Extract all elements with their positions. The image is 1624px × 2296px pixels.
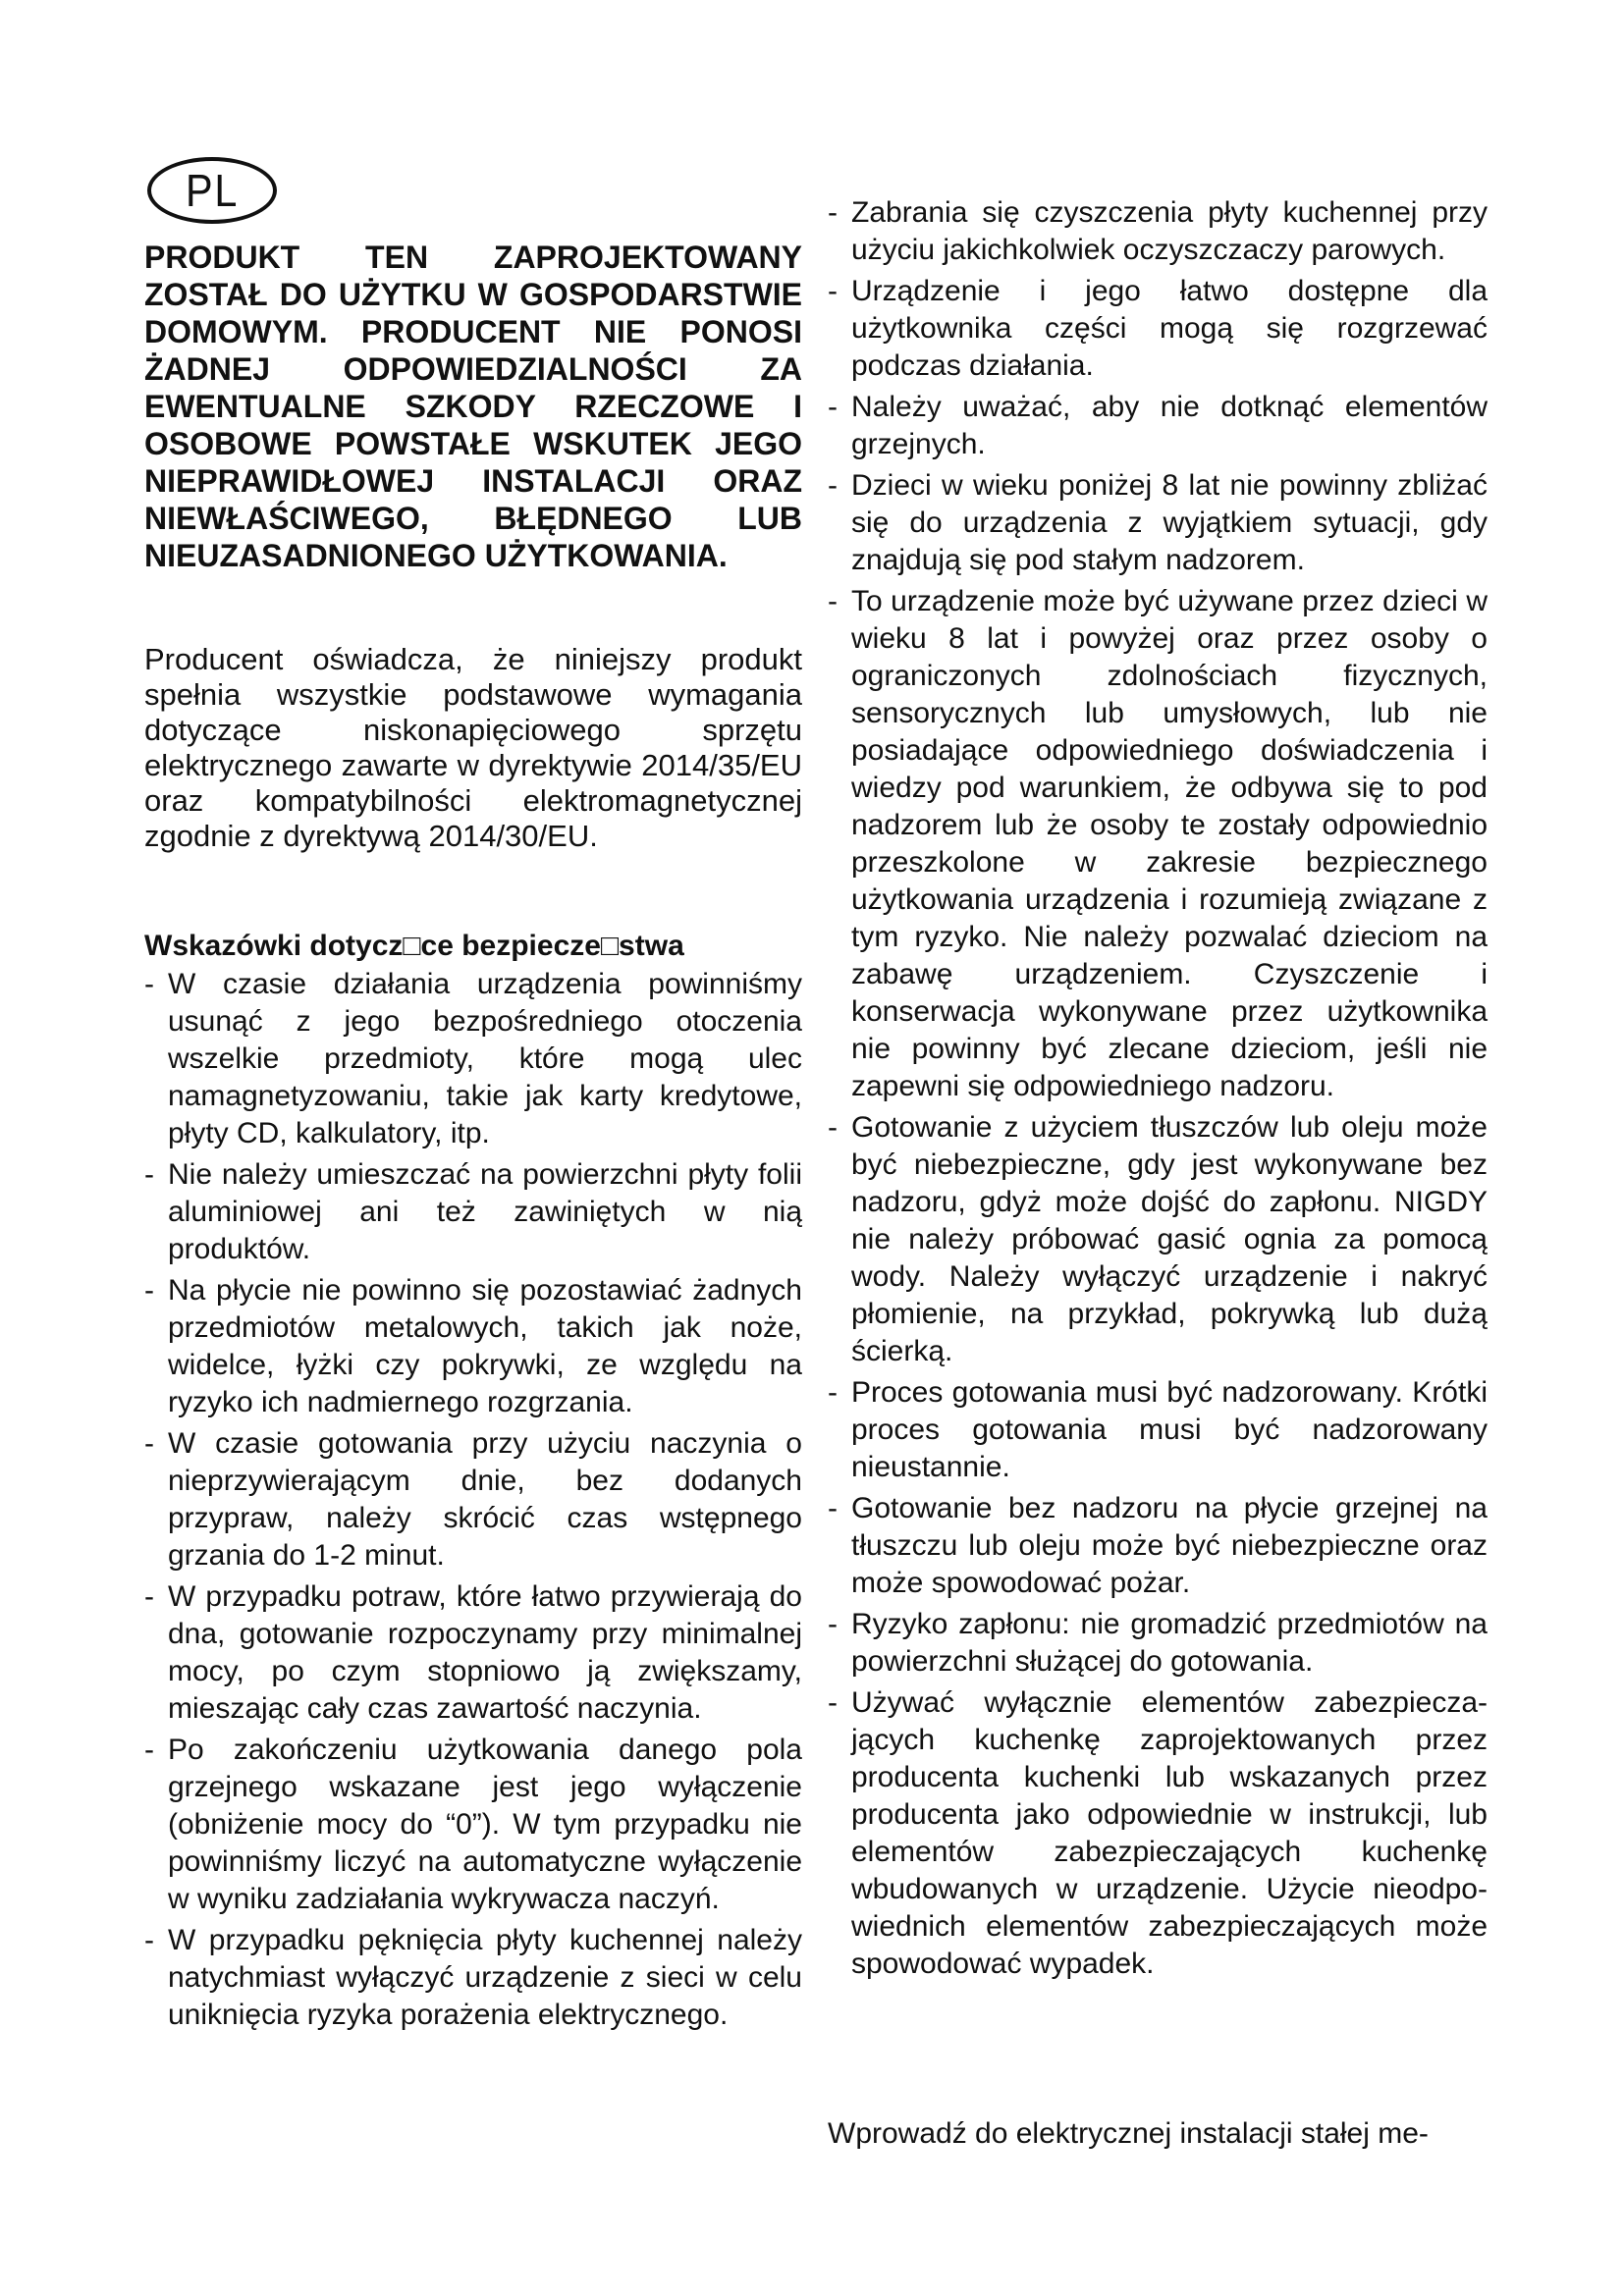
- list-item: - W przypadku pęknięcia płyty kuchennej należy natychmiast wyłączyć urządzenie z sieci w celu uniknięcia ryzyka porażenia elektrycznego.: [144, 1922, 802, 2034]
- list-item: - Gotowanie z użyciem tłuszczów lub oleju może być niebezpieczne, gdy jest wykonywane bez nadzoru, gdyż może dojść do zapłonu. NIGDY nie należy próbować gasić ognia za pomocą wody. Należy wyłączyć urządzenie i nakryć płomienie, na przykład, pokrywką lub dużą ścierką.: [828, 1109, 1488, 1370]
- liability-warning: PRODUKT TEN ZAPROJEKTOWANY ZOSTAŁ DO UŻYTKU W GOSPODARSTWIE DOMOWYM. PRODUCENT NIE PONOSI ŻADNEJ ODPOWIEDZIALNOŚCI ZA EWENTUALNE SZKODY RZECZOWE I OSOBOWE POWSTAŁE WSKUTEK JEGO NIEPRAWIDŁOWEJ INSTALACJI ORAZ NIEWŁAŚCIWEGO, BŁĘDNEGO LUB NIEUZASADNIONEGO UŻYTKOWANIA.: [144, 240, 802, 573]
- list-item: - W przypadku potraw, które łatwo przywierają do dna, gotowanie rozpoczynamy przy minimalnej mocy, po czym stopniowo ją zwiększamy, mieszając cały czas zawartość naczynia.: [144, 1578, 802, 1728]
- continuation-text: Wprowadź do elektrycznej instalacji stałej me-: [828, 2117, 1429, 2150]
- safety-list-right: [828, 194, 1488, 1987]
- list-item: - W czasie działania urządzenia powinniśmy usunąć z jego bezpośredniego otoczenia wszelkie przedmioty, które mogą ulec namagnetyzowaniu, takie jak karty kredytowe, płyty CD, kalkulatory, itp.: [144, 966, 802, 1152]
- list-item: - W czasie gotowania przy użyciu naczynia o nieprzywierającym dnie, bez dodanych przypraw, należy skrócić czas wstępnego grzania do 1-2 minut.: [144, 1425, 802, 1575]
- list-item: - Urządzenie i jego łatwo dostępne dla użytkownika części mogą się rozgrzewać podczas działania.: [828, 273, 1488, 385]
- safety-heading: Wskazówki dotycz□ce bezpiecze□stwa: [144, 930, 684, 962]
- list-item: - Zabrania się czyszczenia płyty kuchennej przy użyciu jakichkolwiek oczyszczaczy parowych.: [828, 194, 1488, 269]
- language-badge-label: PL: [185, 165, 240, 216]
- list-item: - Nie należy umieszczać na powierzchni płyty folii aluminiowej ani też zawiniętych w nią produktów.: [144, 1156, 802, 1268]
- safety-list-left: [144, 966, 802, 2038]
- list-item: - Należy uważać, aby nie dotknąć elementów grzejnych.: [828, 389, 1488, 463]
- list-item: - Na płycie nie powinno się pozostawiać żadnych przedmiotów metalowych, takich jak noże, widelce, łyżki czy pokrywki, ze względu na ryzyko ich nadmiernego rozgrzania.: [144, 1272, 802, 1421]
- list-item: - Po zakończeniu użytkowania danego pola grzejnego wskazane jest jego wyłączenie (obniżenie mocy do “0”). W tym przypadku nie powinniśmy liczyć na automatyczne wyłączenie w wyniku zadziałania wykrywacza naczyń.: [144, 1732, 802, 1918]
- conformity-declaration: Producent oświadcza, że niniejszy produkt spełnia wszystkie podstawowe wymagania dotyczące niskonapięciowego sprzętu elektrycznego zawarte w dyrektywie 2014/35/EU oraz kompatybilności elektromagnetycznej zgodnie z dyrektywą 2014/30/EU.: [144, 642, 802, 853]
- list-item: - Dzieci w wieku poniżej 8 lat nie powinny zbliżać się do urządzenia z wyjątkiem sytuacji, gdy znajdują się pod stałym nadzorem.: [828, 467, 1488, 579]
- list-item: - Używać wyłącznie elementów zabezpiecza-jących kuchenkę zaprojektowanych przez producenta kuchenki lub wskazanych przez producenta jako odpowiednie w instrukcji, lub elementów zabezpieczających kuchenkę wbudowanych w urządzenie. Użycie nieodpo-wiednich elementów zabezpieczających może spowodować wypadek.: [828, 1684, 1488, 1983]
- list-item: - To urządzenie może być używane przez dzieci w wieku 8 lat i powyżej oraz przez osoby o ograniczonych zdolnościach fizycznych, sensorycznych lub umysłowych, lub nie posiadające odpowiedniego doświadczenia i wiedzy pod warunkiem, że odbywa się to pod nadzorem lub że osoby te zostały odpowiednio przeszkolone w zakresie bezpiecznego użytkowania urządzenia i rozumieją związane z tym ryzyko. Nie należy pozwalać dzieciom na zabawę urządzeniem. Czyszczenie i konserwacja wykonywane przez użytkownika nie powinny być zlecane dzieciom, jeśli nie zapewni się odpowiedniego nadzoru.: [828, 583, 1488, 1105]
- list-item: - Proces gotowania musi być nadzorowany. Krótki proces gotowania musi być nadzorowany nieustannie.: [828, 1374, 1488, 1486]
- list-item: - Gotowanie bez nadzoru na płycie grzejnej na tłuszczu lub oleju może być niebezpieczne oraz może spowodować pożar.: [828, 1490, 1488, 1602]
- list-item: - Ryzyko zapłonu: nie gromadzić przedmiotów na powierzchni służącej do gotowania.: [828, 1606, 1488, 1681]
- language-badge: [147, 157, 277, 224]
